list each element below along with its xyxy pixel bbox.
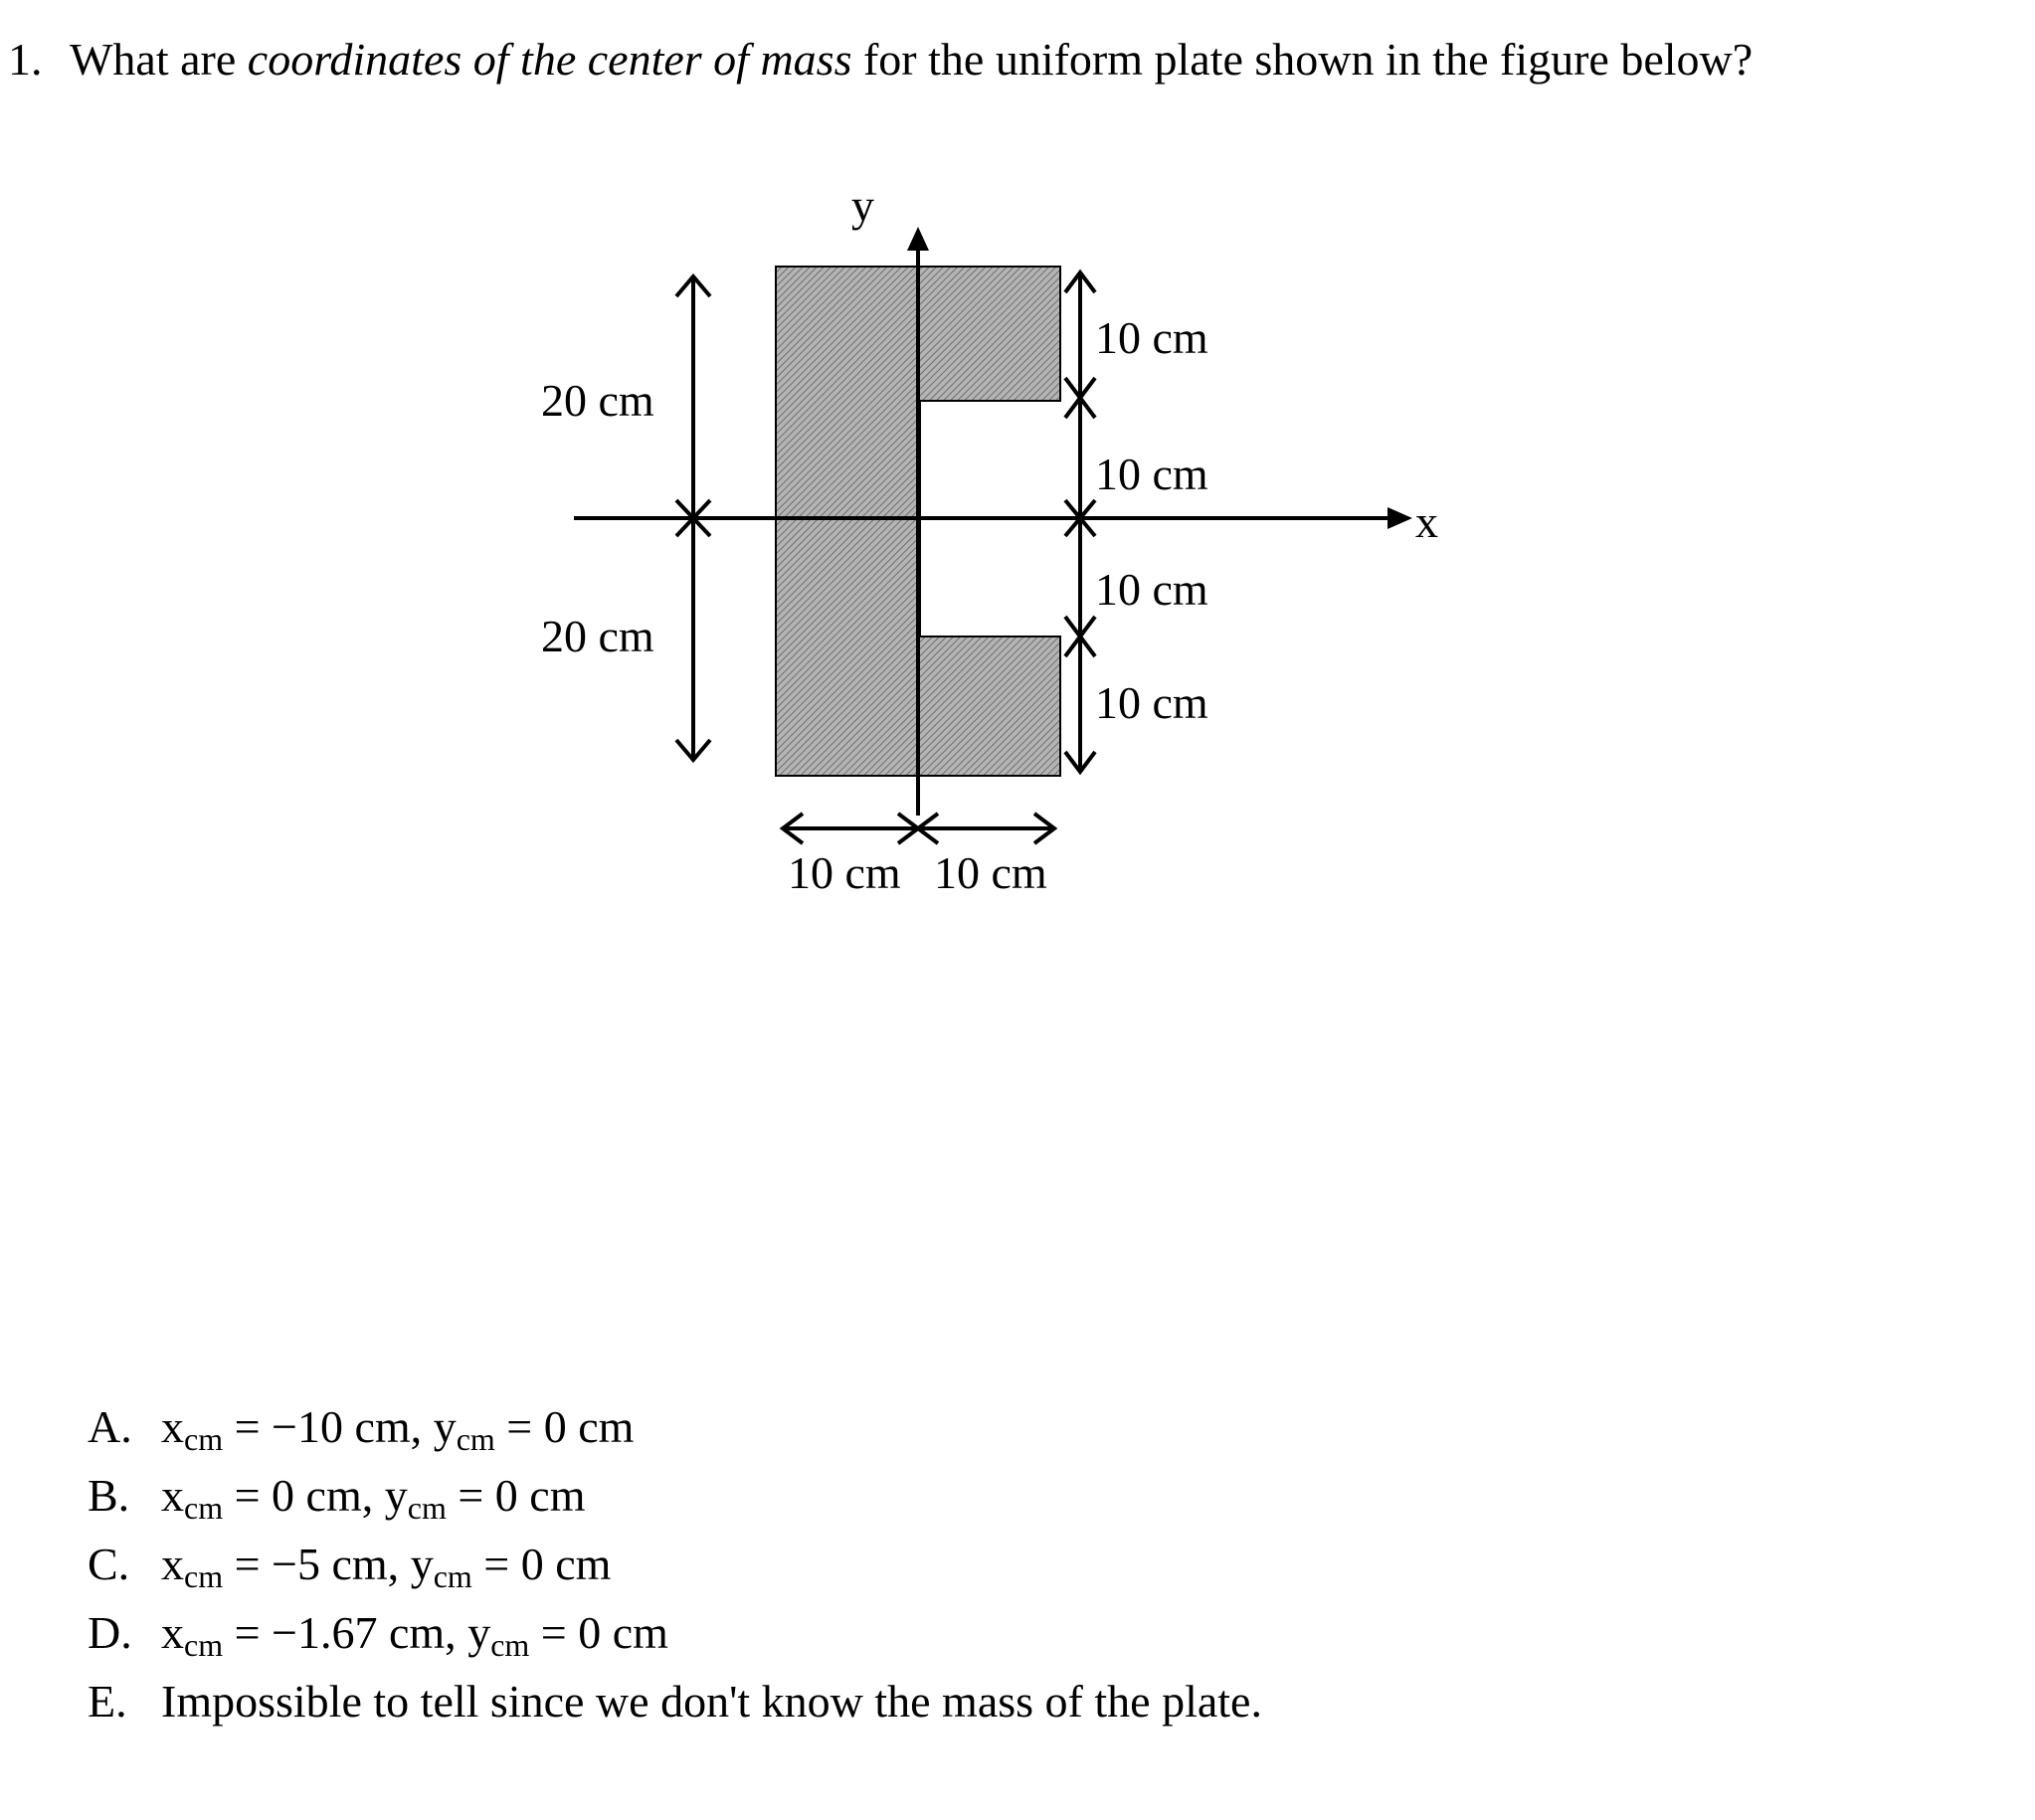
choice-d[interactable] — [88, 1598, 1262, 1667]
choice-letter: D. — [88, 1607, 132, 1658]
choice-x-value: = 0 cm, — [223, 1470, 385, 1521]
x-axis-label: x — [1415, 496, 1438, 547]
bottom-dimension-arrows — [783, 814, 1054, 843]
choice-x-sub: cm — [184, 1627, 224, 1663]
left-lower-dimension-label: 20 cm — [541, 611, 654, 661]
choice-y-sub: cm — [490, 1627, 530, 1663]
choice-text: Impossible to tell since we don't know the mass of the plate. — [161, 1676, 1262, 1727]
choice-b[interactable] — [88, 1461, 1262, 1530]
choice-letter: C. — [88, 1539, 130, 1589]
choice-x-var: x — [161, 1470, 184, 1521]
choice-y-value: = 0 cm — [446, 1470, 586, 1521]
bottom-dimension-label-left: 10 cm — [788, 847, 901, 898]
choice-letter: A. — [88, 1401, 132, 1452]
right-dimension-label-4: 10 cm — [1095, 677, 1208, 728]
choice-y-sub: cm — [433, 1558, 472, 1594]
question-number: 1. — [8, 34, 43, 85]
choice-y-sub: cm — [456, 1421, 495, 1457]
right-dimension-arrows — [1065, 273, 1095, 772]
choice-e[interactable] — [88, 1667, 1262, 1735]
choice-x-value: = −5 cm, — [223, 1539, 411, 1589]
choice-x-value: = −1.67 cm, — [223, 1607, 468, 1658]
question-text-before: What are — [70, 34, 248, 85]
choice-letter: B. — [88, 1470, 130, 1521]
choice-a[interactable] — [88, 1392, 1262, 1461]
choice-y-value: = 0 cm — [471, 1539, 612, 1589]
right-dimension-label-1: 10 cm — [1095, 312, 1208, 363]
right-dimension-label-3: 10 cm — [1095, 564, 1208, 615]
choice-x-var: x — [161, 1401, 184, 1452]
choice-y-value: = 0 cm — [494, 1401, 635, 1452]
x-axis-arrowhead — [1388, 507, 1412, 529]
choice-x-value: = −10 cm, — [223, 1401, 434, 1452]
choice-y-var: y — [467, 1607, 491, 1658]
right-dimension-label-2: 10 cm — [1095, 449, 1208, 499]
choice-c[interactable] — [88, 1530, 1262, 1598]
choice-x-sub: cm — [184, 1558, 224, 1594]
answer-choices — [88, 1392, 1262, 1735]
choice-letter: E. — [88, 1676, 127, 1727]
choice-x-sub: cm — [184, 1421, 224, 1457]
y-axis-label: y — [851, 180, 874, 231]
y-axis-arrowhead — [907, 227, 929, 251]
choice-y-var: y — [410, 1539, 434, 1589]
bottom-dimension-label-right: 10 cm — [934, 847, 1047, 898]
question-text-after: for the uniform plate shown in the figure below? — [851, 34, 1754, 85]
choice-y-value: = 0 cm — [529, 1607, 668, 1658]
choice-y-sub: cm — [407, 1490, 447, 1526]
question-text-italic: coordinates of the center of mass — [247, 34, 852, 85]
choice-x-var: x — [161, 1607, 184, 1658]
left-upper-dimension-label: 20 cm — [541, 375, 654, 426]
choice-x-sub: cm — [184, 1490, 224, 1526]
choice-y-var: y — [384, 1470, 408, 1521]
choice-x-var: x — [161, 1539, 184, 1589]
choice-y-var: y — [433, 1401, 457, 1452]
